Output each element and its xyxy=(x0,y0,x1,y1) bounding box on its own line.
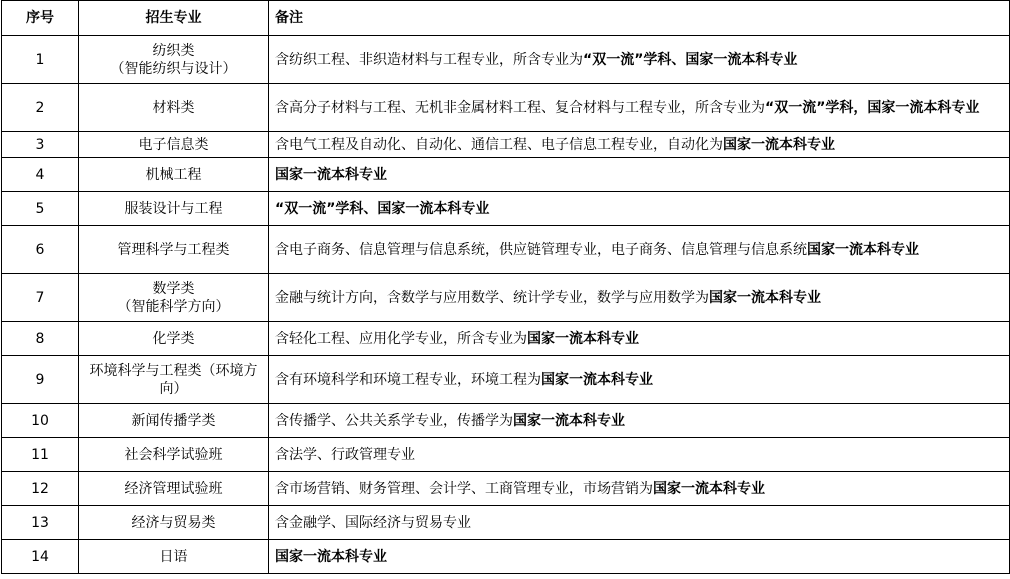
table-row xyxy=(2,36,1010,84)
row-notes xyxy=(269,274,1010,322)
notes-segment: 含法学、行政管理专业 xyxy=(275,446,415,463)
notes-bold-segment: 国家一流本科专业 xyxy=(807,241,919,258)
header-index: 序号 xyxy=(2,1,79,36)
row-major: 管理科学与工程类 xyxy=(79,226,269,274)
row-notes xyxy=(269,36,1010,84)
row-index: 2 xyxy=(2,84,79,132)
row-notes xyxy=(269,356,1010,404)
row-major: 日语 xyxy=(79,540,269,574)
notes-segment: 含高分子材料与工程、无机非金属材料工程、复合材料与工程专业，所含专业为 xyxy=(275,99,765,116)
row-major: 经济与贸易类 xyxy=(79,506,269,540)
row-notes xyxy=(269,226,1010,274)
row-notes xyxy=(269,540,1010,574)
row-notes xyxy=(269,158,1010,192)
row-notes xyxy=(269,84,1010,132)
row-index: 3 xyxy=(2,132,79,158)
notes-bold-segment: 国家一流本科专业 xyxy=(275,548,387,565)
table-row xyxy=(2,404,1010,438)
notes-segment: 含有环境科学和环境工程专业，环境工程为 xyxy=(275,371,541,388)
table-row xyxy=(2,158,1010,192)
notes-segment: 含电气工程及自动化、自动化、通信工程、电子信息工程专业，自动化为 xyxy=(275,136,723,153)
table-row xyxy=(2,226,1010,274)
table-row xyxy=(2,472,1010,506)
row-major: 材料类 xyxy=(79,84,269,132)
notes-bold-segment: 国家一流本科专业 xyxy=(541,371,653,388)
row-index: 8 xyxy=(2,322,79,356)
row-notes xyxy=(269,192,1010,226)
row-major: 社会科学试验班 xyxy=(79,438,269,472)
notes-segment: 含市场营销、财务管理、会计学、工商管理专业，市场营销为 xyxy=(275,480,653,497)
notes-bold-segment: 国家一流本科专业 xyxy=(709,289,821,306)
notes-bold-segment: “双一流”学科、国家一流本科专业 xyxy=(275,200,490,217)
header-notes: 备注 xyxy=(269,1,1010,36)
notes-segment: 含轻化工程、应用化学专业，所含专业为 xyxy=(275,330,527,347)
table-row xyxy=(2,132,1010,158)
row-notes xyxy=(269,132,1010,158)
row-notes xyxy=(269,322,1010,356)
row-major: 服装设计与工程 xyxy=(79,192,269,226)
row-index: 14 xyxy=(2,540,79,574)
row-index: 7 xyxy=(2,274,79,322)
notes-bold-segment: “双一流”学科、国家一流本科专业 xyxy=(583,51,798,68)
row-major: 电子信息类 xyxy=(79,132,269,158)
header-row xyxy=(2,1,1010,36)
row-index: 10 xyxy=(2,404,79,438)
table-row xyxy=(2,274,1010,322)
row-major: 环境科学与工程类（环境方向） xyxy=(79,356,269,404)
table-row xyxy=(2,438,1010,472)
row-index: 4 xyxy=(2,158,79,192)
row-notes xyxy=(269,438,1010,472)
row-index: 9 xyxy=(2,356,79,404)
table-row xyxy=(2,192,1010,226)
row-index: 12 xyxy=(2,472,79,506)
row-index: 13 xyxy=(2,506,79,540)
row-major: 新闻传播学类 xyxy=(79,404,269,438)
table-row xyxy=(2,356,1010,404)
row-major: 数学类 （智能科学方向） xyxy=(79,274,269,322)
table-body xyxy=(2,36,1010,574)
row-major: 机械工程 xyxy=(79,158,269,192)
row-index: 6 xyxy=(2,226,79,274)
notes-segment: 含金融学、国际经济与贸易专业 xyxy=(275,514,471,531)
table-row xyxy=(2,506,1010,540)
row-index: 11 xyxy=(2,438,79,472)
table-row xyxy=(2,84,1010,132)
notes-bold-segment: 国家一流本科专业 xyxy=(527,330,639,347)
notes-segment: 含电子商务、信息管理与信息系统，供应链管理专业，电子商务、信息管理与信息系统 xyxy=(275,241,807,258)
notes-segment: 含传播学、公共关系学专业，传播学为 xyxy=(275,412,513,429)
table-row xyxy=(2,322,1010,356)
majors-table xyxy=(1,0,1010,574)
row-notes xyxy=(269,472,1010,506)
notes-bold-segment: 国家一流本科专业 xyxy=(723,136,835,153)
table-row xyxy=(2,540,1010,574)
notes-bold-segment: 国家一流本科专业 xyxy=(653,480,765,497)
row-index: 5 xyxy=(2,192,79,226)
row-notes xyxy=(269,404,1010,438)
notes-bold-segment: “双一流”学科，国家一流本科专业 xyxy=(765,99,980,116)
notes-segment: 含纺织工程、非织造材料与工程专业，所含专业为 xyxy=(275,51,583,68)
row-major: 经济管理试验班 xyxy=(79,472,269,506)
notes-bold-segment: 国家一流本科专业 xyxy=(513,412,625,429)
notes-bold-segment: 国家一流本科专业 xyxy=(275,166,387,183)
notes-segment: 金融与统计方向，含数学与应用数学、统计学专业，数学与应用数学为 xyxy=(275,289,709,306)
header-major: 招生专业 xyxy=(79,1,269,36)
row-major: 化学类 xyxy=(79,322,269,356)
row-index: 1 xyxy=(2,36,79,84)
row-major: 纺织类 （智能纺织与设计） xyxy=(79,36,269,84)
row-notes xyxy=(269,506,1010,540)
